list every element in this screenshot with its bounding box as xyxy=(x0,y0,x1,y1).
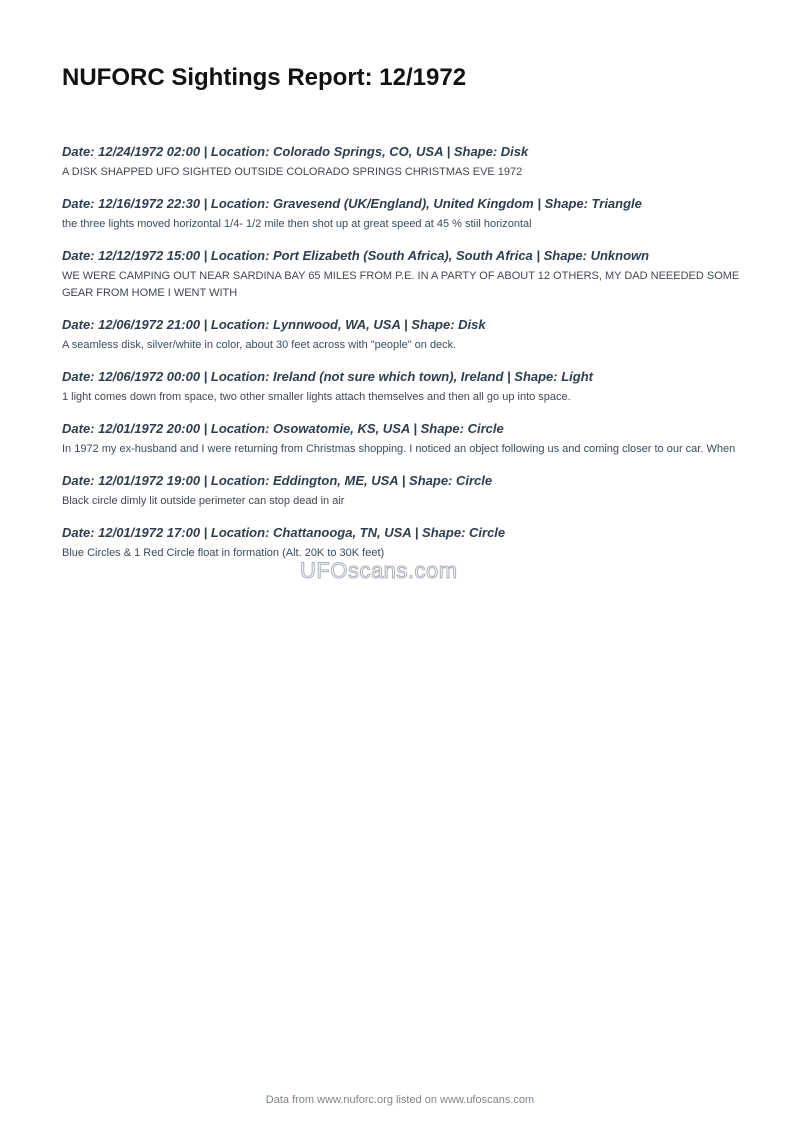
sighting-header: Date: 12/12/1972 15:00 | Location: Port Elizabeth (South Africa), South Africa | Shape: Unknown xyxy=(62,248,650,263)
sighting-description: Black circle dimly lit outside perimeter can stop dead in air xyxy=(62,495,345,507)
sighting-description: WE WERE CAMPING OUT NEAR SARDINA BAY 65 MILES FROM P.E. IN A PARTY OF ABOUT 12 OTHERS, MY DAD NEEEDED SOME GEAR FROM HOME I WENT WITH xyxy=(62,270,740,299)
sighting-description: A seamless disk, silver/white in color, about 30 feet across with "people" on deck. xyxy=(62,339,457,351)
sighting-header: Date: 12/06/1972 21:00 | Location: Lynnwood, WA, USA | Shape: Disk xyxy=(62,317,486,332)
sighting-description: A DISK SHAPPED UFO SIGHTED OUTSIDE COLORADO SPRINGS CHRISTMAS EVE 1972 xyxy=(62,166,523,178)
sighting-entry xyxy=(62,472,742,510)
sighting-entry xyxy=(62,143,742,181)
sighting-header: Date: 12/06/1972 00:00 | Location: Ireland (not sure which town), Ireland | Shape: Light xyxy=(62,369,593,384)
sighting-description: In 1972 my ex-husband and I were returning from Christmas shopping. I noticed an object following us and coming closer to our car. When xyxy=(62,443,736,455)
sighting-header: Date: 12/01/1972 17:00 | Location: Chattanooga, TN, USA | Shape: Circle xyxy=(62,525,506,540)
sighting-entry xyxy=(62,368,742,406)
sightings-list xyxy=(62,143,742,576)
sighting-entry xyxy=(62,420,742,458)
sighting-entry xyxy=(62,524,742,562)
page-title: NUFORC Sightings Report: 12/1972 xyxy=(62,64,467,91)
watermark: UFOscans.com xyxy=(300,558,458,583)
sighting-description: the three lights moved horizontal 1/4- 1/2 mile then shot up at great speed at 45 % stiil horizontal xyxy=(62,218,532,230)
sighting-entry xyxy=(62,195,742,233)
sighting-entry xyxy=(62,316,742,354)
sighting-header: Date: 12/01/1972 20:00 | Location: Osowatomie, KS, USA | Shape: Circle xyxy=(62,421,504,436)
sighting-entry xyxy=(62,247,742,302)
sighting-header: Date: 12/01/1972 19:00 | Location: Eddington, ME, USA | Shape: Circle xyxy=(62,473,493,488)
footer-source: Data from www.nuforc.org listed on www.ufoscans.com xyxy=(265,1094,535,1106)
sighting-header: Date: 12/16/1972 22:30 | Location: Gravesend (UK/England), United Kingdom | Shape: Triangle xyxy=(62,196,642,211)
sighting-header: Date: 12/24/1972 02:00 | Location: Colorado Springs, CO, USA | Shape: Disk xyxy=(62,144,529,159)
sighting-description: 1 light comes down from space, two other smaller lights attach themselves and then all go up into space. xyxy=(62,391,571,403)
sighting-description: Blue Circles & 1 Red Circle float in formation (Alt. 20K to 30K feet) xyxy=(62,547,385,559)
